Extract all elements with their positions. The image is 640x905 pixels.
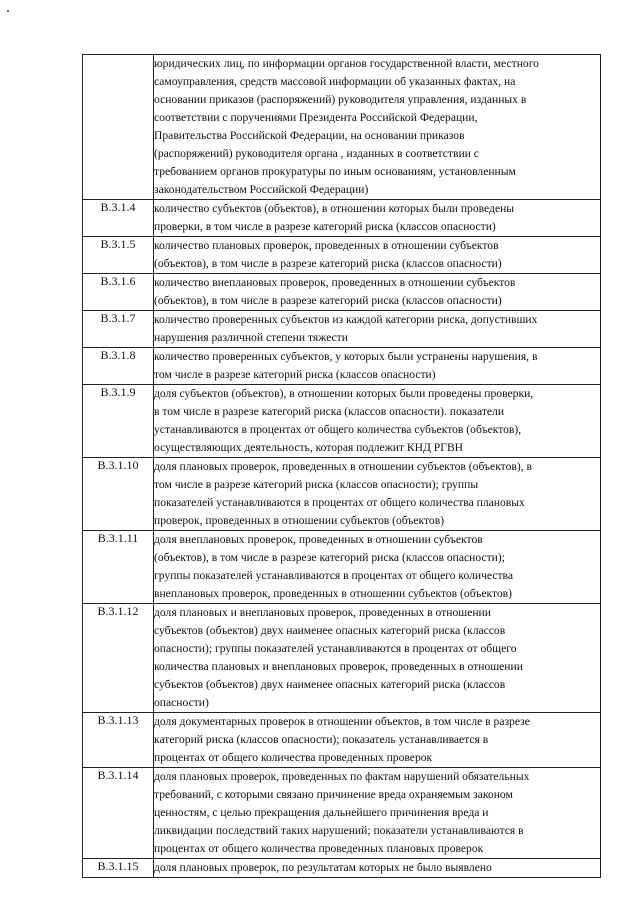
description-line: количество внеплановых проверок, проведенных в отношении субъектов xyxy=(154,276,516,289)
description-line: доля документарных проверок в отношении объектов, в том числе в разрезе xyxy=(154,715,530,728)
description-line: доля субъектов (объектов), в отношении которых были проведены проверки, xyxy=(154,387,534,400)
description-line: доля внеплановых проверок, проведенных в отношении субъектов xyxy=(154,533,483,546)
description-line: показателей устанавливаются в процентах от общего количества плановых xyxy=(154,496,525,509)
row-description xyxy=(154,385,601,458)
description-line: устанавливаются в процентах от общего количества субъектов (объектов), xyxy=(154,423,522,436)
row-code: В.3.1.6 xyxy=(83,274,154,311)
table-row xyxy=(83,274,601,311)
row-description xyxy=(154,348,601,385)
row-code: В.3.1.11 xyxy=(83,531,154,604)
row-description xyxy=(154,768,601,859)
description-line: количество плановых проверок, проведенных в отношении субъектов xyxy=(154,239,499,252)
table-row xyxy=(83,604,601,713)
row-description xyxy=(154,713,601,768)
description-line: проверки, в том числе в разрезе категорий риска (классов опасности) xyxy=(154,220,496,233)
row-code: В.3.1.15 xyxy=(83,859,154,878)
row-description xyxy=(154,274,601,311)
row-code xyxy=(83,55,154,200)
description-line: ликвидации последствий таких нарушений; показатели устанавливаются в xyxy=(154,824,524,837)
description-line: процентах от общего количества проведенных плановых проверок xyxy=(154,842,484,855)
description-line: (объектов), в том числе в разрезе категорий риска (классов опасности); xyxy=(154,551,505,564)
table-row xyxy=(83,713,601,768)
row-description xyxy=(154,311,601,348)
description-line: категорий риска (классов опасности); показатель устанавливается в xyxy=(154,733,489,746)
description-line: Правительства Российской Федерации, на основании приказов xyxy=(154,129,465,142)
row-description xyxy=(154,200,601,237)
table-row xyxy=(83,531,601,604)
row-code: В.3.1.12 xyxy=(83,604,154,713)
description-line: том числе в разрезе категорий риска (классов опасности); группы xyxy=(154,478,479,491)
table-row xyxy=(83,458,601,531)
description-line: нарушения различной степени тяжести xyxy=(154,331,348,344)
row-description xyxy=(154,458,601,531)
description-line: законодательством Российской Федерации) xyxy=(154,183,369,196)
table-row xyxy=(83,55,601,200)
row-description xyxy=(154,531,601,604)
description-line: (объектов), в том числе в разрезе категорий риска (классов опасности) xyxy=(154,257,502,270)
row-code: В.3.1.7 xyxy=(83,311,154,348)
description-line: количества плановых и внеплановых проверок, проведенных в отношении xyxy=(154,660,523,673)
table-row xyxy=(83,859,601,878)
description-line: доля плановых и внеплановых проверок, проведенных в отношении xyxy=(154,606,491,619)
row-code: В.3.1.8 xyxy=(83,348,154,385)
description-line: ценностям, с целью прекращения дальнейшего причинения вреда и xyxy=(154,806,489,819)
description-line: субъектов (объектов) двух наименее опасных категорий риска (классов xyxy=(154,624,506,637)
description-line: осуществляющих деятельность, которая подлежит КНД РГВН xyxy=(154,441,464,454)
description-line: доля плановых проверок, по результатам которых не было выявлено xyxy=(154,861,492,874)
description-line: доля плановых проверок, проведенных по фактам нарушений обязательных xyxy=(154,770,530,783)
table-row xyxy=(83,200,601,237)
description-line: опасности) xyxy=(154,696,209,709)
description-line: количество проверенных субъектов из каждой категории риска, допустивших xyxy=(154,313,538,326)
description-line: (объектов), в том числе в разрезе категорий риска (классов опасности) xyxy=(154,294,502,307)
indicators-table xyxy=(82,54,601,878)
row-description xyxy=(154,237,601,274)
description-line: соответствии с поручениями Президента Российской Федерации, xyxy=(154,111,478,124)
description-line: самоуправления, средств массовой информации об указанных фактах, на xyxy=(154,75,516,88)
description-line: том числе в разрезе категорий риска (классов опасности) xyxy=(154,368,436,381)
table-row xyxy=(83,768,601,859)
description-line: субъектов (объектов) двух наименее опасных категорий риска (классов xyxy=(154,678,506,691)
description-line: количество субъектов (объектов), в отношении которых были проведены xyxy=(154,202,515,215)
description-line: опасности); группы показателей устанавливаются в процентах от общего xyxy=(154,642,517,655)
row-code: В.3.1.13 xyxy=(83,713,154,768)
row-description xyxy=(154,55,601,200)
description-line: внеплановых проверок, проведенных в отношении субъектов (объектов) xyxy=(154,587,512,600)
row-description xyxy=(154,859,601,878)
description-line: процентах от общего количества проведенных проверок xyxy=(154,751,433,764)
description-line: проверок, проведенных в отношении субъектов (объектов) xyxy=(154,514,445,527)
description-line: в том числе в разрезе категорий риска (классов опасности). показатели xyxy=(154,405,505,418)
scan-speck xyxy=(7,10,9,12)
description-line: юридических лиц, по информации органов государственной власти, местного xyxy=(154,57,539,70)
table-row xyxy=(83,237,601,274)
description-line: группы показателей устанавливаются в процентах от общего количества xyxy=(154,569,514,582)
table-row xyxy=(83,348,601,385)
table-row xyxy=(83,385,601,458)
row-code: В.3.1.4 xyxy=(83,200,154,237)
row-code: В.3.1.14 xyxy=(83,768,154,859)
description-line: (распоряжений) руководителя органа , изданных в соответствии с xyxy=(154,147,479,160)
row-code: В.3.1.10 xyxy=(83,458,154,531)
table-row xyxy=(83,311,601,348)
row-description xyxy=(154,604,601,713)
row-code: В.3.1.5 xyxy=(83,237,154,274)
description-line: основании приказов (распоряжений) руководителя управления, изданных в xyxy=(154,93,527,106)
description-line: требованием органов прокуратуры по иным основаниям, установленным xyxy=(154,165,516,178)
description-line: количество проверенных субъектов, у которых были устранены нарушения, в xyxy=(154,350,538,363)
description-line: доля плановых проверок, проведенных в отношении субъектов (объектов), в xyxy=(154,460,532,473)
row-code: В.3.1.9 xyxy=(83,385,154,458)
description-line: требований, с которыми связано причинение вреда охраняемым законом xyxy=(154,788,513,801)
